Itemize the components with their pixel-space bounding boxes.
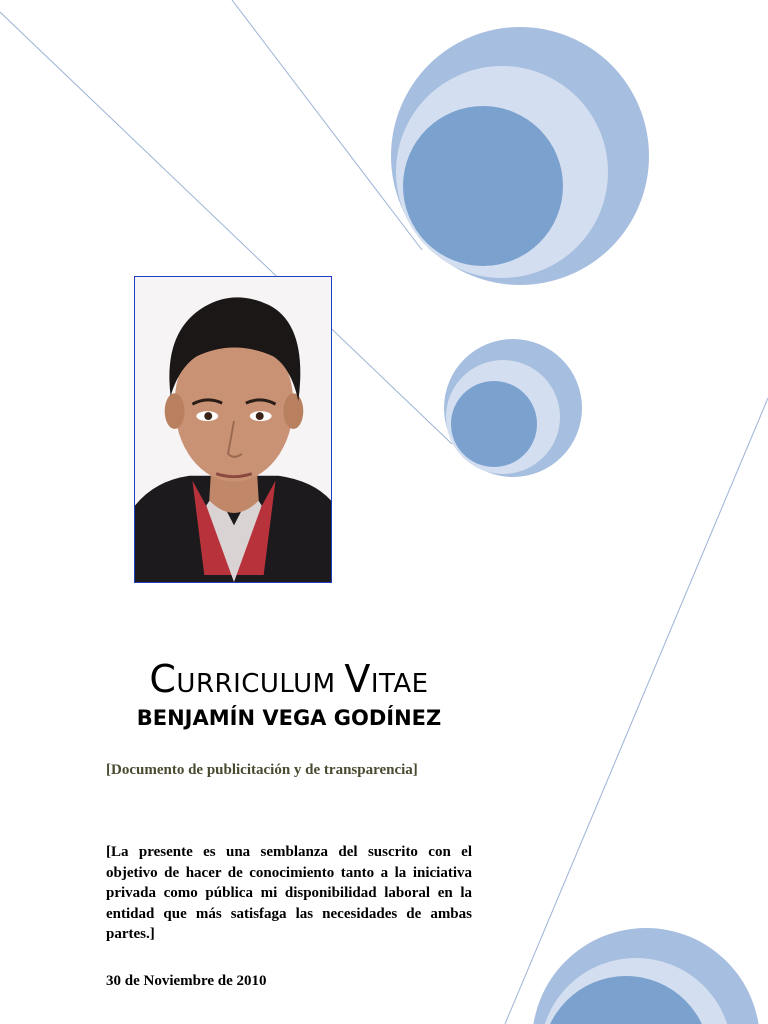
decor-line — [232, 0, 422, 250]
document-title — [106, 656, 472, 707]
person-name: BENJAMÍN VEGA GODÍNEZ — [136, 706, 442, 730]
title-initial-c: C — [149, 657, 177, 701]
profile-photo — [134, 276, 332, 583]
small-circle-group — [444, 339, 582, 477]
title-rest-curriculum: URRICULUM — [176, 669, 336, 699]
large-circle-group — [391, 27, 649, 285]
title-rest-vitae: ITAE — [370, 669, 429, 699]
title-initial-v: V — [344, 657, 371, 701]
document-date: 30 de Noviembre de 2010 — [106, 973, 267, 989]
document-abstract: [La presente es una semblanza del suscrito con el objetivo de hacer de conocimiento tanto a la iniciativa privada como pública mi disponibilidad laboral en la entidad que más satisfaga las necesidades de ambas partes.] — [106, 844, 472, 942]
document-subtitle: [Documento de publicitación y de transparencia] — [106, 762, 418, 778]
bottom-circle-group — [532, 928, 760, 1024]
